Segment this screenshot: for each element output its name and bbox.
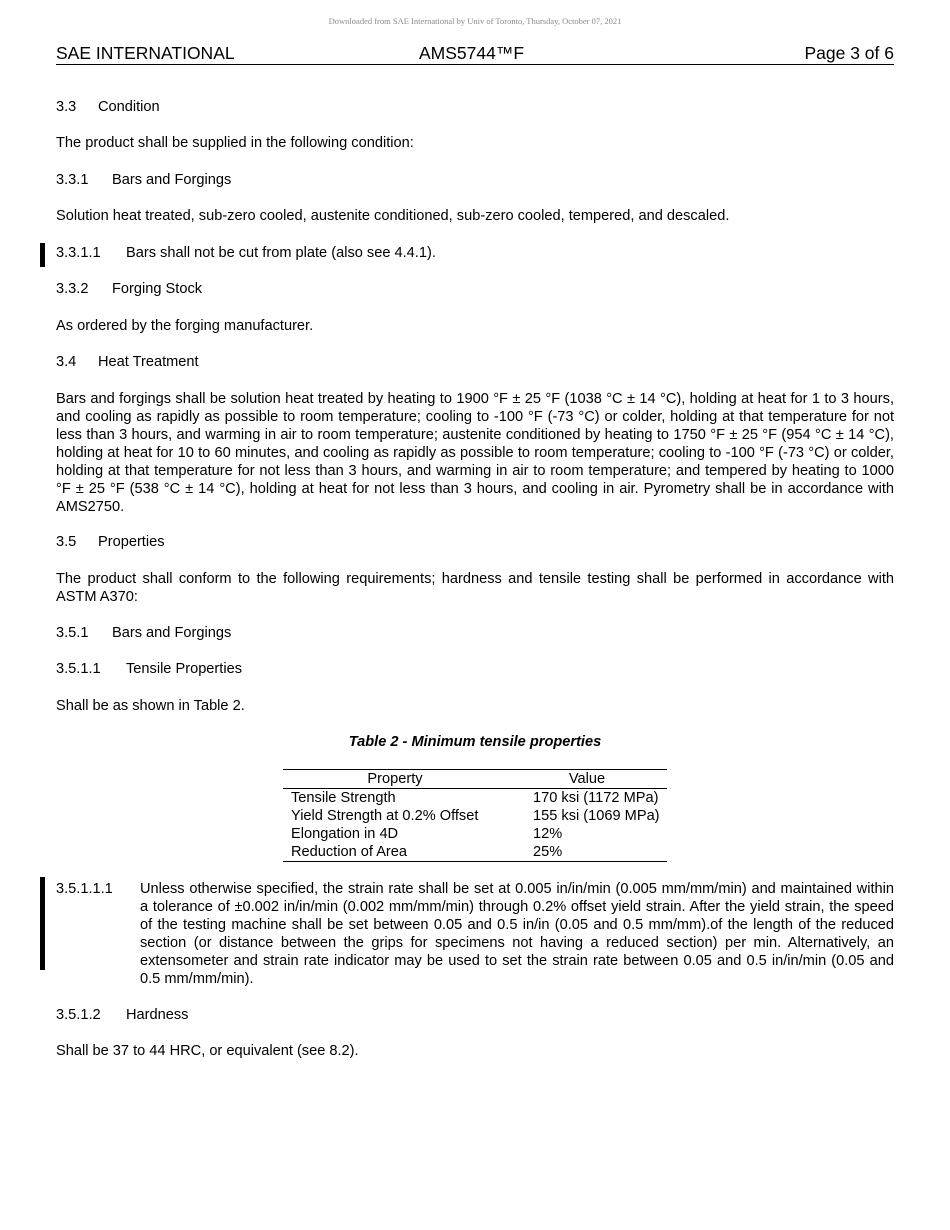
heading-3-4	[56, 353, 894, 371]
tensile-properties-table	[283, 769, 667, 862]
paragraph-3-3-2: As ordered by the forging manufacturer.	[56, 318, 314, 334]
page-header	[56, 43, 894, 65]
heading-number: 3.5.1.2	[56, 1007, 101, 1023]
paragraph-3-5: The product shall conform to the following requirements; hardness and tensile testing shall be performed in accordance with ASTM A370:	[56, 571, 894, 605]
table-cell-property: Tensile Strength	[291, 790, 396, 806]
heading-title: Heat Treatment	[98, 354, 199, 370]
clause-3-3-1-1	[56, 244, 894, 262]
clause-number: 3.3.1.1	[56, 245, 101, 261]
heading-3-5-1-2	[56, 1006, 894, 1024]
table-cell-value: 170 ksi (1172 MPa)	[533, 790, 659, 806]
table-cell-value: 155 ksi (1069 MPa)	[533, 808, 660, 824]
heading-number: 3.3	[56, 99, 77, 115]
heading-number: 3.4	[56, 354, 77, 370]
heading-title: Bars and Forgings	[112, 625, 232, 641]
paragraph-3-3-1: Solution heat treated, sub-zero cooled, austenite conditioned, sub-zero cooled, tempered, and descaled.	[56, 208, 730, 224]
heading-3-3-1	[56, 171, 894, 189]
paragraph-3-3: The product shall be supplied in the following condition:	[56, 135, 414, 151]
heading-title: Hardness	[126, 1007, 189, 1023]
heading-3-5-1	[56, 624, 894, 642]
heading-title: Tensile Properties	[126, 661, 242, 677]
table-row	[283, 789, 667, 808]
table-cell-value: 12%	[533, 826, 563, 842]
table-row	[283, 825, 667, 843]
paragraph-3-4: Bars and forgings shall be solution heat treated by heating to 1900 °F ± 25 °F (1038 °C ± 14 °C), holding at heat for 1 to 3 hours, and cooling as rapidly as possible to room temperature; cooling to -100 °F (-73 °C) or colder, holding at that temperature for not less than 3 hours, and warming in air to room temperature; austenite conditioned by heating to 1750 °F ± 25 °F (954 °C ± 14 °C), holding at heat for 10 to 60 minutes, and cooling as rapidly as possible to room temperature; cooling to -100 °F (-73 °C) or colder, holding at that temperature for not less than 3 hours, and warming in air to room temperature; and tempered by heating to 1000 °F ± 25 °F (538 °C ± 14 °C), holding at heat for not less than 3 hours, and cooling in air. Pyrometry shall be in accordance with AMS2750.	[56, 391, 894, 515]
table-cell-value: 25%	[533, 844, 563, 860]
heading-title: Properties	[98, 534, 165, 550]
paragraph-3-5-1-2: Shall be 37 to 44 HRC, or equivalent (see 8.2).	[56, 1043, 359, 1059]
heading-3-5	[56, 533, 894, 551]
clause-text: Bars shall not be cut from plate (also see 4.4.1).	[126, 245, 436, 261]
change-bar	[40, 243, 45, 267]
table-row	[283, 807, 667, 825]
heading-3-3-2	[56, 280, 894, 298]
header-doc-id: AMS5744™F	[419, 43, 525, 63]
clause-number: 3.5.1.1.1	[56, 881, 113, 897]
table-cell-property: Yield Strength at 0.2% Offset	[291, 808, 479, 824]
heading-3-3	[56, 98, 894, 116]
heading-number: 3.5.1	[56, 625, 89, 641]
table-header-row	[283, 770, 667, 789]
heading-number: 3.3.1	[56, 172, 89, 188]
heading-title: Forging Stock	[112, 281, 203, 297]
heading-number: 3.5.1.1	[56, 661, 101, 677]
table-cell-property: Elongation in 4D	[291, 826, 399, 842]
table-row	[283, 843, 667, 862]
table-cell-property: Reduction of Area	[291, 844, 408, 860]
change-bar	[40, 877, 45, 970]
table-header-value: Value	[507, 770, 667, 789]
heading-title: Bars and Forgings	[112, 172, 232, 188]
heading-number: 3.3.2	[56, 281, 89, 297]
heading-number: 3.5	[56, 534, 77, 550]
heading-3-5-1-1	[56, 660, 894, 678]
clause-3-5-1-1-1-text: Unless otherwise specified, the strain rate shall be set at 0.005 in/in/min (0.005 mm/mm/min) and maintained within a tolerance of ±0.002 in/in/min (0.002 mm/mm/min) through 0.2% offset yield strain. After the yield strain, the speed of the testing machine shall be set between 0.05 and 0.5 in/in (0.05 and 0.5 mm/mm).of the length of the reduced section (or distance between the grips for specimens not having a reduced section) per min. Alternatively, an extensometer and strain rate indicator may be used to set the strain rate between 0.05 and 0.5 in/in/min (0.05 and 0.5 mm/mm/min).	[140, 881, 894, 987]
table-header-property: Property	[283, 770, 507, 789]
header-org: SAE INTERNATIONAL	[56, 43, 235, 63]
header-page-number: Page 3 of 6	[804, 43, 894, 63]
table-caption: Table 2 - Minimum tensile properties	[348, 734, 602, 750]
heading-title: Condition	[98, 99, 160, 115]
paragraph-3-5-1-1: Shall be as shown in Table 2.	[56, 698, 245, 714]
download-notice: Downloaded from SAE International by Univ of Toronto, Thursday, October 07, 2021	[328, 16, 622, 26]
